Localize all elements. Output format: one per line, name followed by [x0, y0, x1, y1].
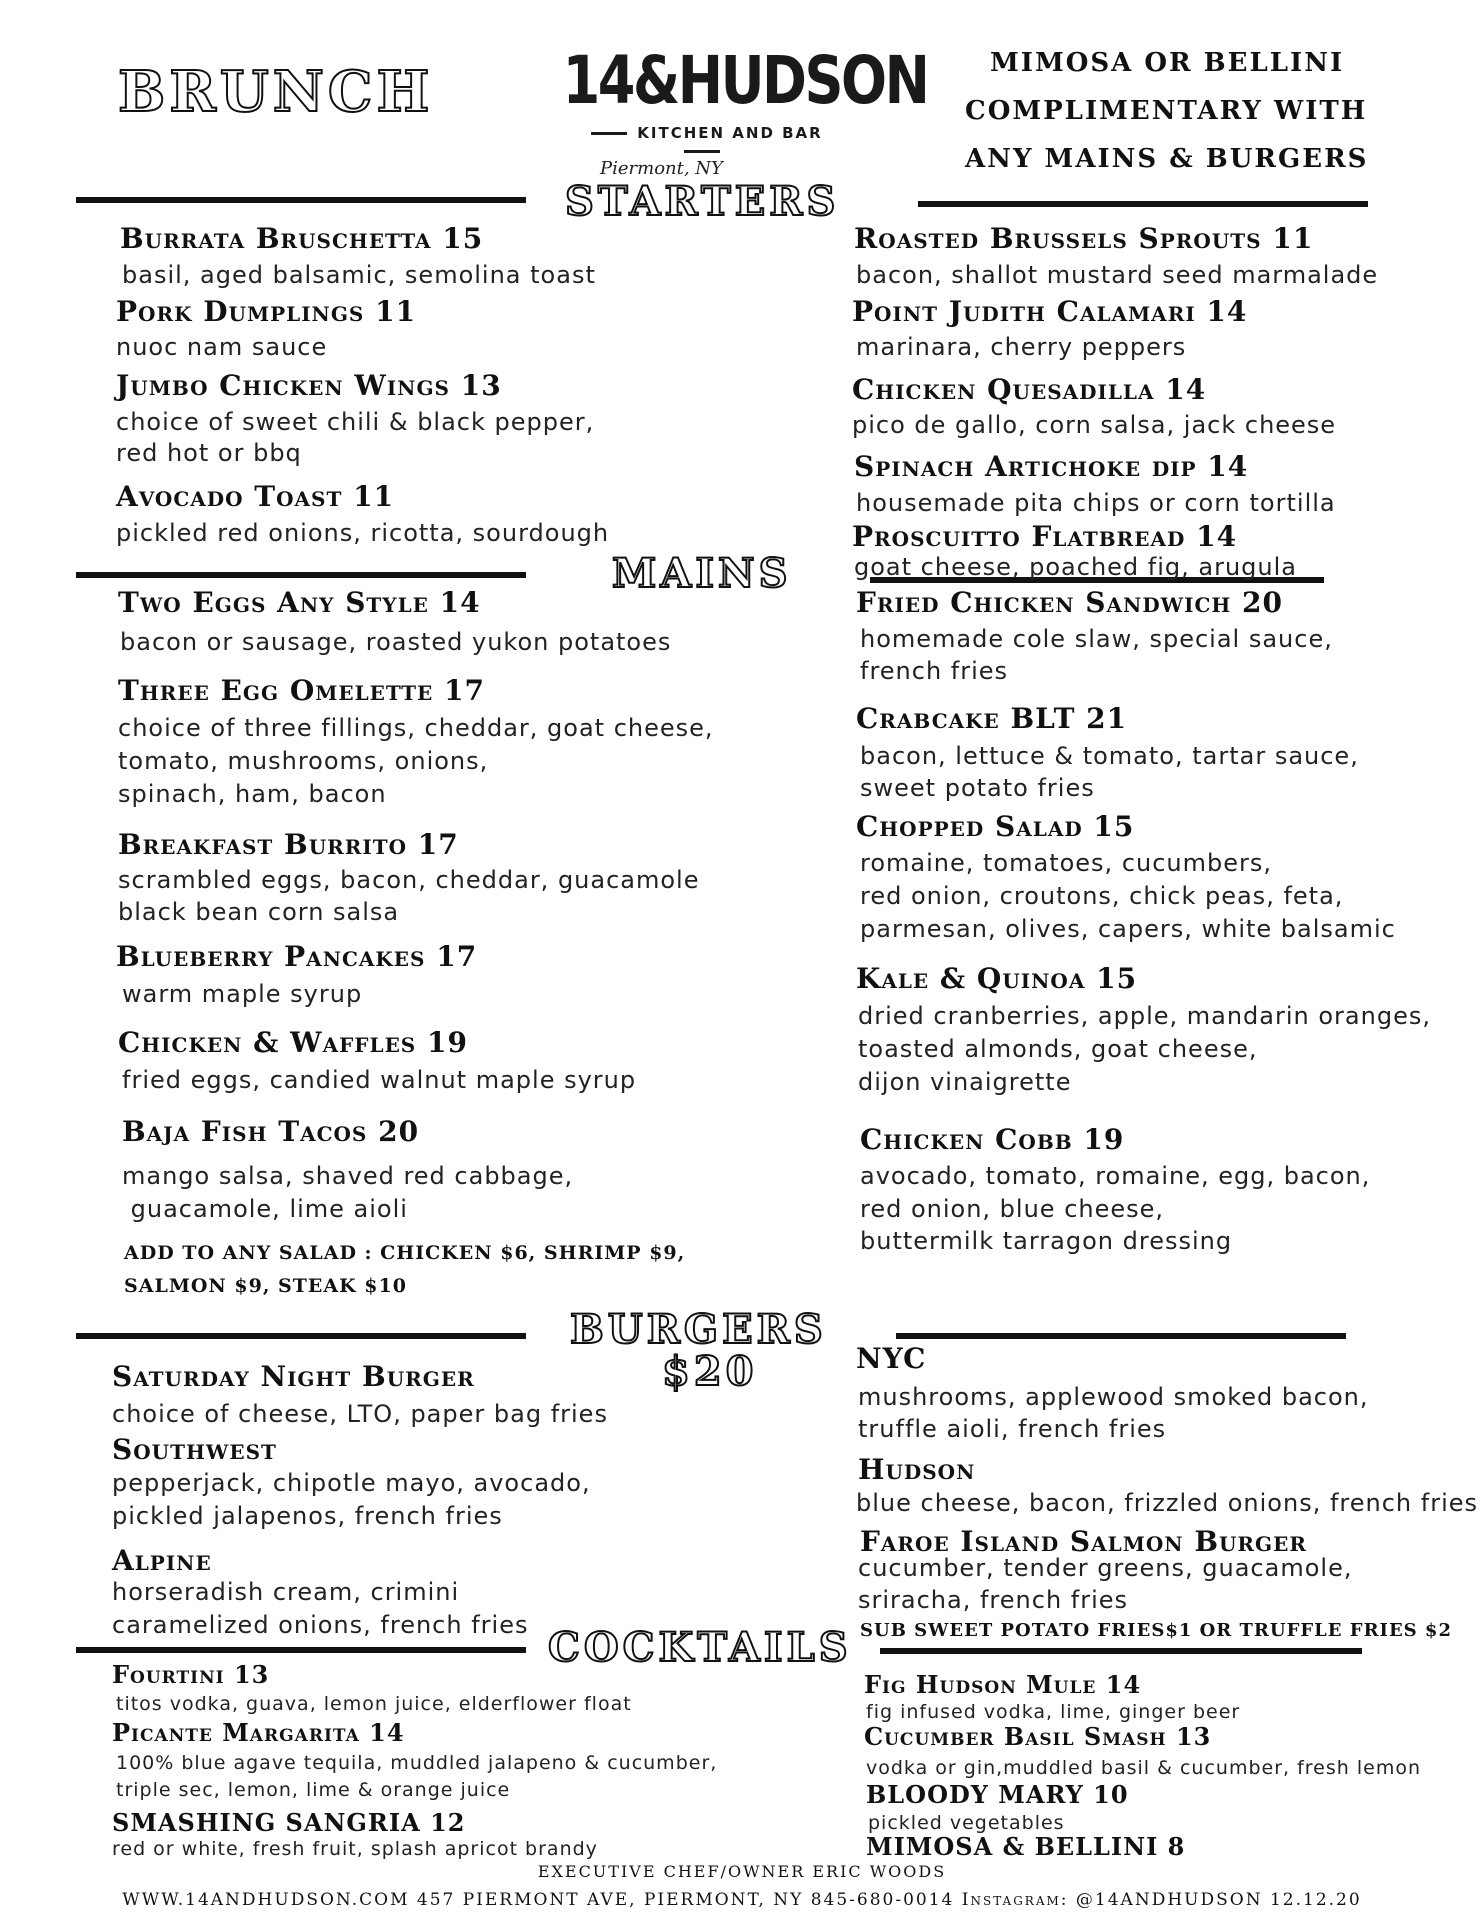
menu-item-desc: red onion, croutons, chick peas, feta,: [860, 882, 1344, 910]
menu-item-name: Faroe Island Salmon Burger: [860, 1525, 1307, 1558]
promo-line: ANY MAINS & BURGERS: [965, 144, 1369, 174]
menu-item-desc: warm maple syrup: [122, 980, 363, 1008]
menu-item-desc: blue cheese, bacon, frizzled onions, french fries: [856, 1489, 1479, 1517]
menu-item-name: Burrata Bruschetta 15: [120, 222, 484, 255]
section-rule: [76, 1647, 526, 1653]
menu-item-name: Chicken Quesadilla 14: [852, 373, 1207, 406]
menu-item-name: Hudson: [858, 1453, 976, 1486]
menu-item-desc: bacon, shallot mustard seed marmalade: [856, 261, 1379, 289]
menu-item-name: Proscuitto Flatbread 14: [852, 520, 1238, 553]
menu-item-desc: toasted almonds, goat cheese,: [858, 1035, 1258, 1063]
footer-contact-info: WWW.14ANDHUDSON.COM 457 PIERMONT AVE, PIERMONT, NY 845-680-0014 Instagram: @14ANDHUDSON 12.12.20: [122, 1890, 1362, 1910]
menu-item-desc: choice of sweet chili & black pepper,: [116, 408, 595, 436]
menu-item-name: NYC: [856, 1342, 927, 1375]
menu-item-desc: dijon vinaigrette: [858, 1068, 1072, 1096]
menu-item-desc: dried cranberries, apple, mandarin oranges,: [858, 1002, 1431, 1030]
cocktail-name: Cucumber Basil Smash 13: [864, 1722, 1212, 1751]
menu-item-desc: truffle aioli, french fries: [858, 1415, 1167, 1443]
menu-item-name: Alpine: [112, 1544, 212, 1577]
salad-addon-note: ADD TO ANY SALAD : CHICKEN $6, SHRIMP $9,: [124, 1242, 686, 1264]
logo-script-location: Piermont, NY: [600, 158, 723, 179]
cocktail-name: SMASHING SANGRIA 12: [112, 1808, 466, 1837]
menu-item-name: Pork Dumplings 11: [116, 295, 417, 328]
footer-chef-credit: EXECUTIVE CHEF/OWNER ERIC WOODS: [537, 1862, 947, 1881]
menu-item-name: Baja Fish Tacos 20: [122, 1115, 420, 1148]
menu-item-name: Kale & Quinoa 15: [856, 962, 1138, 995]
section-rule: [880, 1648, 1362, 1654]
section-rule: [918, 201, 1368, 207]
menu-item-desc: housemade pita chips or corn tortilla: [856, 489, 1336, 517]
menu-item-desc: horseradish cream, crimini: [112, 1578, 460, 1606]
section-rule: [76, 1333, 526, 1339]
section-rule: [76, 197, 526, 203]
menu-item-desc: pico de gallo, corn salsa, jack cheese: [852, 411, 1337, 439]
menu-item-desc: bacon, lettuce & tomato, tartar sauce,: [860, 742, 1359, 770]
menu-item-name: Southwest: [112, 1433, 277, 1466]
menu-item-desc: parmesan, olives, capers, white balsamic: [860, 915, 1396, 943]
cocktail-desc: vodka or gin,muddled basil & cucumber, fresh lemon: [866, 1757, 1421, 1779]
menu-item-desc: romaine, tomatoes, cucumbers,: [860, 849, 1273, 877]
menu-item-desc: guacamole, lime aioli: [122, 1195, 408, 1223]
menu-item-desc: cucumber, tender greens, guacamole,: [858, 1554, 1353, 1582]
cocktail-name: Fourtini 13: [112, 1660, 270, 1689]
menu-item-desc: sriracha, french fries: [858, 1586, 1129, 1614]
burgers-price: $20: [662, 1348, 758, 1395]
menu-item-desc: red hot or bbq: [116, 439, 302, 467]
cocktail-desc: triple sec, lemon, lime & orange juice: [116, 1779, 511, 1801]
promo-line: COMPLIMENTARY WITH: [965, 96, 1368, 126]
fries-upgrade-note: SUB SWEET POTATO FRIES$1 OR TRUFFLE FRIES $2: [860, 1620, 1452, 1641]
menu-item-desc: fried eggs, candied walnut maple syrup: [122, 1066, 637, 1094]
menu-item-name: Avocado Toast 11: [116, 480, 395, 513]
cocktail-desc: titos vodka, guava, lemon juice, elderflower float: [116, 1693, 632, 1715]
menu-item-desc: pepperjack, chipotle mayo, avocado,: [112, 1469, 591, 1497]
menu-item-desc: homemade cole slaw, special sauce,: [860, 625, 1333, 653]
menu-item-desc: mango salsa, shaved red cabbage,: [122, 1162, 574, 1190]
cocktail-desc: pickled vegetables: [868, 1812, 1065, 1834]
menu-item-desc: red onion, blue cheese,: [860, 1195, 1165, 1223]
brunch-title: BRUNCH: [118, 59, 434, 125]
cocktail-desc: fig infused vodka, lime, ginger beer: [866, 1701, 1241, 1723]
menu-item-desc: mushrooms, applewood smoked bacon,: [858, 1383, 1369, 1411]
section-title-starters: STARTERS: [565, 178, 840, 225]
menu-item-name: Blueberry Pancakes 17: [116, 940, 478, 973]
menu-item-desc: buttermilk tarragon dressing: [860, 1227, 1233, 1255]
menu-item-desc: black bean corn salsa: [118, 898, 400, 926]
menu-item-desc: choice of cheese, LTO, paper bag fries: [112, 1400, 608, 1428]
menu-item-desc: sweet potato fries: [860, 774, 1095, 802]
menu-item-name: Two Eggs Any Style 14: [118, 586, 481, 619]
menu-item-desc: choice of three fillings, cheddar, goat cheese,: [118, 714, 714, 742]
menu-item-name: Spinach Artichoke dip 14: [854, 450, 1249, 483]
menu-item-desc: scrambled eggs, bacon, cheddar, guacamole: [118, 866, 700, 894]
menu-item-desc: pickled red onions, ricotta, sourdough: [116, 519, 610, 547]
promo-line: MIMOSA OR BELLINI: [990, 48, 1345, 78]
cocktail-name: BLOODY MARY 10: [866, 1780, 1129, 1809]
menu-item-desc: pickled jalapenos, french fries: [112, 1502, 503, 1530]
menu-item-desc: bacon or sausage, roasted yukon potatoes: [120, 628, 672, 656]
menu-item-name: Chicken Cobb 19: [860, 1123, 1125, 1156]
cocktail-desc: red or white, fresh fruit, splash apricot brandy: [112, 1838, 598, 1860]
section-title-burgers: BURGERS: [570, 1306, 827, 1353]
cocktail-name: MIMOSA & BELLINI 8: [866, 1832, 1186, 1861]
menu-item-desc: caramelized onions, french fries: [112, 1611, 529, 1639]
salad-addon-note: SALMON $9, STEAK $10: [124, 1275, 407, 1297]
logo-wordmark: 14&HUDSON: [562, 42, 928, 119]
menu-item-name: Roasted Brussels Sprouts 11: [854, 222, 1314, 255]
cocktail-name: Fig Hudson Mule 14: [864, 1670, 1142, 1699]
menu-item-name: Point Judith Calamari 14: [852, 295, 1248, 328]
menu-item-desc: avocado, tomato, romaine, egg, bacon,: [860, 1162, 1371, 1190]
menu-item-desc: french fries: [860, 657, 1009, 685]
menu-item-desc: goat cheese, poached fig, arugula: [854, 553, 1298, 581]
menu-item-desc: marinara, cherry peppers: [856, 333, 1187, 361]
menu-item-name: Chicken & Waffles 19: [118, 1026, 468, 1059]
cocktail-desc: 100% blue agave tequila, muddled jalapeno & cucumber,: [116, 1752, 718, 1774]
menu-item-desc: nuoc nam sauce: [116, 333, 328, 361]
section-rule: [76, 572, 526, 578]
menu-item-desc: basil, aged balsamic, semolina toast: [122, 261, 596, 289]
section-rule: [896, 1333, 1346, 1339]
menu-item-desc: tomato, mushrooms, onions,: [118, 747, 489, 775]
section-title-cocktails: COCKTAILS: [548, 1624, 852, 1671]
menu-item-name: Chopped Salad 15: [856, 810, 1135, 843]
menu-item-desc: spinach, ham, bacon: [118, 780, 387, 808]
menu-item-name: Fried Chicken Sandwich 20: [856, 586, 1284, 619]
cocktail-name: Picante Margarita 14: [112, 1718, 405, 1747]
menu-item-name: Jumbo Chicken Wings 13: [116, 369, 502, 402]
menu-item-name: Crabcake BLT 21: [856, 702, 1128, 735]
logo-subtitle: KITCHEN AND BAR: [560, 124, 844, 160]
menu-item-name: Breakfast Burrito 17: [118, 828, 459, 861]
section-title-mains: MAINS: [612, 550, 792, 597]
menu-item-name: Saturday Night Burger: [112, 1360, 475, 1393]
menu-item-name: Three Egg Omelette 17: [118, 674, 485, 707]
